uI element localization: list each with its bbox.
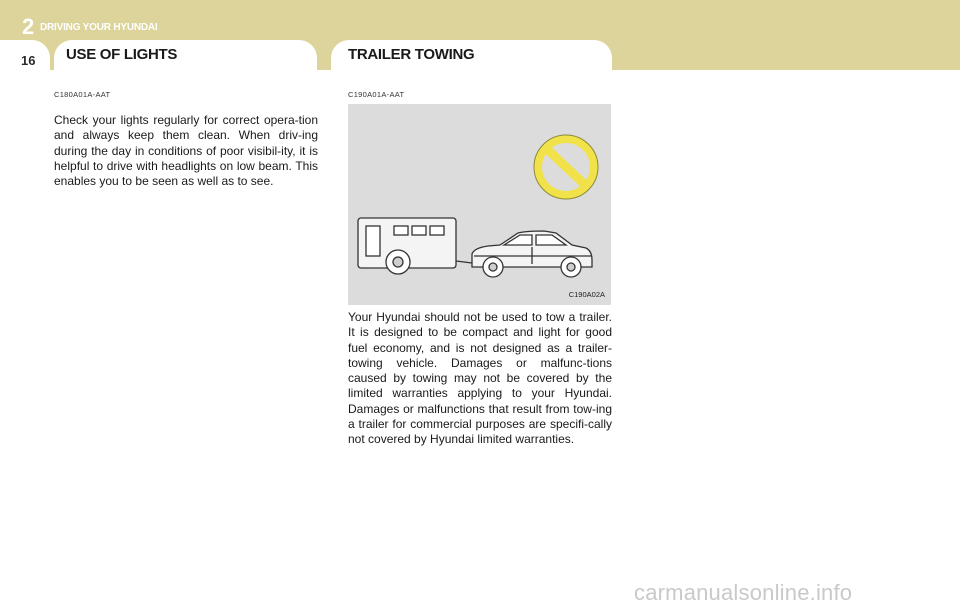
page-number-tab — [0, 40, 50, 70]
chapter-title: DRIVING YOUR HYUNDAI — [40, 22, 158, 33]
trailer-towing-illustration — [348, 104, 611, 305]
prohibited-towing-drawing — [348, 104, 611, 305]
section-code-lights: C180A01A-AAT — [54, 90, 111, 99]
watermark: carmanualsonline.info — [634, 580, 853, 605]
lights-paragraph: Check your lights regularly for correct opera-tion and always keep them clean. When driv-ing during the day in conditions of poor visibil-ity, it is helpful to drive with headlights on low beam. This enables you to be seen as well as to see. — [54, 113, 318, 189]
section-code-towing: C190A01A-AAT — [348, 90, 405, 99]
chapter-number: 2 — [22, 14, 35, 39]
figure-caption: C190A02A — [568, 290, 605, 299]
page-number: 16 — [21, 53, 36, 68]
section-tab-use-of-lights — [54, 40, 317, 70]
section-title-use-of-lights: USE OF LIGHTS — [66, 46, 178, 63]
prohibition-icon — [534, 135, 598, 199]
sedan-icon — [472, 231, 592, 277]
section-tab-trailer-towing — [331, 40, 612, 70]
trailer-icon — [358, 218, 480, 274]
towing-paragraph: Your Hyundai should not be used to tow a trailer. It is designed to be compact and light for good fuel economy, and is not designed as a trailer-towing vehicle. Damages or malfunc-tions caused by towing may not be covered by the limited warranties applying to your Hyundai. Damages or malfunctions that result from tow-ing a trailer for commercial purposes are specifi-cally not covered by Hyundai limited warranties. — [348, 310, 612, 447]
section-title-trailer-towing: TRAILER TOWING — [348, 46, 475, 63]
